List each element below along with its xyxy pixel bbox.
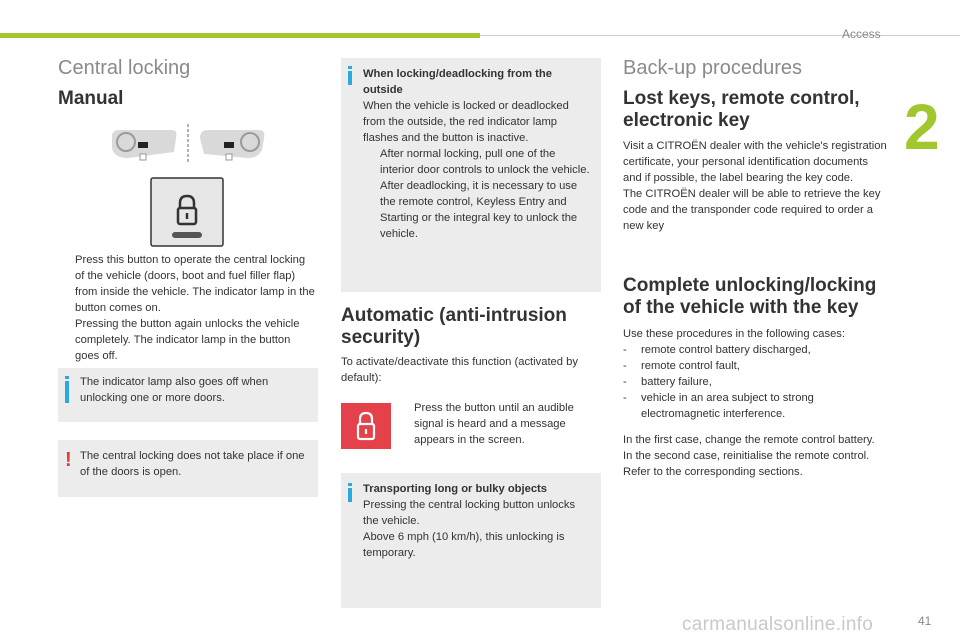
first-case-text: In the first case, change the remote control battery.: [623, 434, 875, 446]
lost-keys-para2: The CITROËN dealer will be able to retrieve the key code and the transponder code required to order a new key: [623, 188, 881, 232]
page-number: 41: [918, 614, 932, 628]
chapter-bar-line: [480, 35, 960, 36]
list-item: After deadlocking, it is necessary to use the remote control, Keyless Entry and Starting or the integral key to unlock the vehicle.: [363, 178, 591, 242]
list-item: - vehicle in an area subject to strong electromagnetic interference.: [623, 392, 814, 420]
list-item: After normal locking, pull one of the interior door controls to unlock the vehicle.: [363, 146, 591, 178]
chapter-number: 2: [904, 91, 940, 163]
transport-note-title: Transporting long or bulky objects: [363, 483, 547, 495]
heading-lost-keys: Lost keys, remote control, electronic key: [623, 88, 860, 131]
watermark: carmanualsonline.info: [682, 614, 874, 635]
transport-note-text2: Above 6 mph (10 km/h), this unlocking is temporary.: [363, 531, 565, 559]
info-note-text: The indicator lamp also goes off when unlocking one or more doors.: [80, 376, 269, 404]
dashboard-button-illustration: [108, 122, 268, 164]
bullet-arrow-icon: [397, 400, 414, 448]
info-icon: [65, 376, 69, 403]
list-item: - battery failure,: [623, 376, 712, 388]
outside-locking-box: [341, 58, 601, 292]
list-item: Press this button to operate the central locking of the vehicle (doors, boot and fuel filler flap) from inside the vehicle. The indicator lamp in the button comes on.: [58, 252, 316, 316]
info-icon: [348, 483, 352, 502]
transport-note-content: [363, 481, 591, 561]
chapter-bar-green: [0, 33, 480, 38]
list-item: - remote control battery discharged,: [623, 344, 811, 356]
lock-icon: [341, 403, 391, 449]
heading-automatic: Automatic (anti-intrusion security): [341, 305, 567, 348]
dash-marker: -: [623, 344, 627, 356]
list-item: Press the button until an audible signal is heard and a message appears in the screen.: [397, 400, 601, 448]
info-note-box: [58, 368, 318, 422]
section-title-backup: Back-up procedures: [623, 57, 802, 79]
lost-keys-text: [623, 138, 888, 234]
outside-locking-content: [363, 66, 591, 242]
outside-locking-text: When the vehicle is locked or deadlocked from the outside, the red indicator lamp flashes and the button is inactive.: [363, 100, 569, 144]
list-item: - remote control fault,: [623, 360, 740, 372]
heading-complete-unlocking: Complete unlocking/locking of the vehicle with the key: [623, 275, 877, 318]
second-case-text: In the second case, reinitialise the remote control.: [623, 450, 870, 462]
automatic-bullet: [397, 400, 601, 448]
warning-icon: !: [65, 449, 72, 471]
cases-intro: Use these procedures in the following cases:: [623, 328, 846, 340]
info-icon: [348, 66, 352, 85]
warning-note-box: [58, 440, 318, 497]
list-item: Pressing the button again unlocks the vehicle completely. The indicator lamp in the button goes off.: [58, 316, 316, 364]
lock-button-red-icon: [341, 403, 391, 449]
dash-marker: -: [623, 392, 627, 404]
chapter-name: Access: [842, 27, 881, 41]
complete-unlocking-text: [623, 326, 888, 422]
dash-marker: -: [623, 360, 627, 372]
refer-sections-text: Refer to the corresponding sections.: [623, 466, 803, 478]
transport-note-box: [341, 473, 601, 608]
outside-locking-title: When locking/deadlocking from the outside: [363, 68, 552, 96]
bullet-arrow-icon: [58, 316, 75, 364]
lost-keys-para1: Visit a CITROËN dealer with the vehicle's registration certificate, your personal identification documents and if possible, the label bearing the key code.: [623, 140, 887, 184]
complete-unlocking-notes: [623, 432, 888, 480]
manual-bullets: [58, 252, 316, 364]
heading-manual: Manual: [58, 88, 124, 109]
bullet-arrow-icon: [363, 178, 380, 242]
dash-marker: -: [623, 376, 627, 388]
warning-note-text: The central locking does not take place if one of the doors is open.: [80, 450, 305, 478]
bullet-arrow-icon: [363, 146, 380, 178]
section-title-central-locking: Central locking: [58, 57, 191, 79]
automatic-intro: To activate/deactivate this function (activated by default):: [341, 356, 578, 384]
transport-note-text1: Pressing the central locking button unlocks the vehicle.: [363, 499, 576, 527]
bullet-arrow-icon: [58, 252, 75, 316]
lock-button-illustration: [150, 177, 224, 247]
